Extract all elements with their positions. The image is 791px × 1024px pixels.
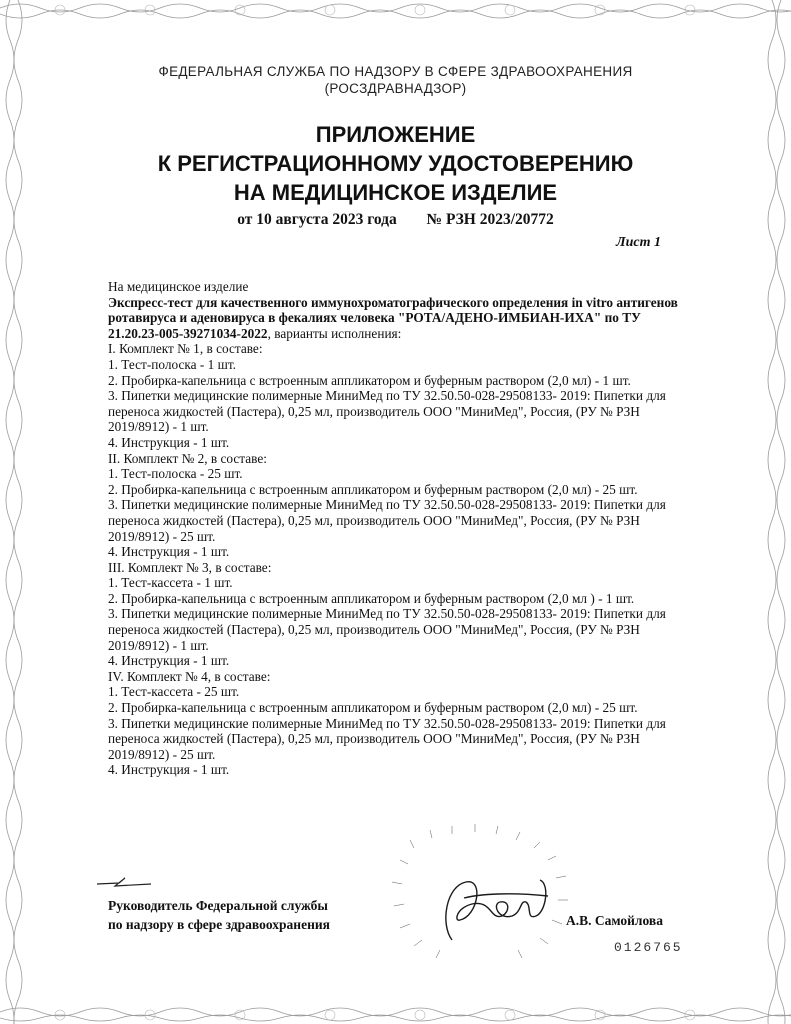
document-title bbox=[0, 120, 791, 207]
signer-name: А.В. Самойлова bbox=[566, 913, 663, 928]
composition-line: 2. Пробирка-капельница с встроенным аппликатором и буферным раствором (2,0 мл ) - 1 шт. bbox=[108, 590, 635, 606]
composition-line: 4. Инструкция - 1 шт. bbox=[108, 653, 230, 669]
handwritten-signature bbox=[380, 820, 580, 970]
signer-title-line-1: Руководитель Федеральной службы bbox=[108, 898, 328, 913]
composition-line: III. Комплект № 3, в составе: bbox=[108, 559, 272, 575]
composition-line: 3. Пипетки медицинские полимерные МиниМед по ТУ 32.50.50-028-29508133- 2019: Пипетки для переноса жидкостей (Пастера), 0,25 мл, производитель ООО "МиниМед", Россия, (РУ № РЗН 2019/8912) - 25 шт. bbox=[108, 715, 666, 762]
agency-abbreviation: (РОСЗДРАВНАДЗОР) bbox=[324, 81, 467, 96]
serial-number: 0126765 bbox=[614, 940, 683, 955]
registration-line bbox=[0, 211, 791, 229]
sheet-number: Лист 1 bbox=[616, 235, 661, 250]
title-line-3: НА МЕДИЦИНСКОЕ ИЗДЕЛИЕ bbox=[233, 180, 558, 205]
composition-line: 1. Тест-кассета - 25 шт. bbox=[108, 684, 240, 700]
composition-line: 1. Тест-полоска - 1 шт. bbox=[108, 356, 236, 372]
agency-header bbox=[0, 63, 791, 97]
agency-name: ФЕДЕРАЛЬНАЯ СЛУЖБА ПО НАДЗОРУ В СФЕРЕ ЗДРАВООХРАНЕНИЯ bbox=[158, 64, 633, 79]
intro-label: На медицинское изделие bbox=[108, 279, 249, 294]
registration-number: № РЗН 2023/20772 bbox=[426, 211, 554, 228]
device-description bbox=[108, 295, 688, 342]
signer-title-line-2: по надзору в сфере здравоохранения bbox=[108, 917, 330, 932]
composition-line: 3. Пипетки медицинские полимерные МиниМед по ТУ 32.50.50-028-29508133- 2019: Пипетки для переноса жидкостей (Пастера), 0,25 мл, производитель ООО "МиниМед", Россия, (РУ № РЗН 2019/8912) - 1 шт. bbox=[108, 606, 666, 653]
composition-line: 1. Тест-кассета - 1 шт. bbox=[108, 575, 233, 591]
registration-date: от 10 августа 2023 года bbox=[237, 211, 397, 228]
composition-line: 3. Пипетки медицинские полимерные МиниМед по ТУ 32.50.50-028-29508133- 2019: Пипетки для переноса жидкостей (Пастера), 0,25 мл, производитель ООО "МиниМед", Россия, (РУ № РЗН 2019/8912) - 1 шт. bbox=[108, 388, 666, 435]
composition-line: 2. Пробирка-капельница с встроенным аппликатором и буферным раствором (2,0 мл) - 25 шт. bbox=[108, 481, 638, 497]
composition-line: II. Комплект № 2, в составе: bbox=[108, 450, 267, 466]
composition-line: 2. Пробирка-капельница с встроенным аппликатором и буферным раствором (2,0 мл) - 1 шт. bbox=[108, 372, 631, 388]
signer-title bbox=[108, 896, 330, 934]
composition-list bbox=[108, 341, 688, 778]
device-description-tail: , варианты исполнения: bbox=[267, 325, 402, 341]
composition-line: 4. Инструкция - 1 шт. bbox=[108, 762, 230, 778]
composition-line: IV. Комплект № 4, в составе: bbox=[108, 668, 271, 684]
signature-dash bbox=[95, 872, 155, 892]
document-body bbox=[108, 279, 688, 778]
title-line-1: ПРИЛОЖЕНИЕ bbox=[315, 122, 476, 147]
composition-line: 4. Инструкция - 1 шт. bbox=[108, 544, 230, 560]
device-description-bold: Экспресс-тест для качественного иммунохроматографического определения in vitro антигенов ротавируса и аденовируса в фекалиях человека "РОТА/АДЕНО-ИМБИАН-ИХА" по ТУ 21.20.23-005-39271034-2022 bbox=[108, 294, 678, 341]
composition-line: 2. Пробирка-капельница с встроенным аппликатором и буферным раствором (2,0 мл) - 25 шт. bbox=[108, 700, 638, 716]
composition-line: 4. Инструкция - 1 шт. bbox=[108, 434, 230, 450]
composition-line: 1. Тест-полоска - 25 шт. bbox=[108, 466, 243, 482]
composition-line: 3. Пипетки медицинские полимерные МиниМед по ТУ 32.50.50-028-29508133- 2019: Пипетки для переноса жидкостей (Пастера), 0,25 мл, производитель ООО "МиниМед", Россия, (РУ № РЗН 2019/8912) - 25 шт. bbox=[108, 497, 666, 544]
title-line-2: К РЕГИСТРАЦИОННОМУ УДОСТОВЕРЕНИЮ bbox=[157, 151, 634, 176]
composition-line: I. Комплект № 1, в составе: bbox=[108, 341, 263, 357]
